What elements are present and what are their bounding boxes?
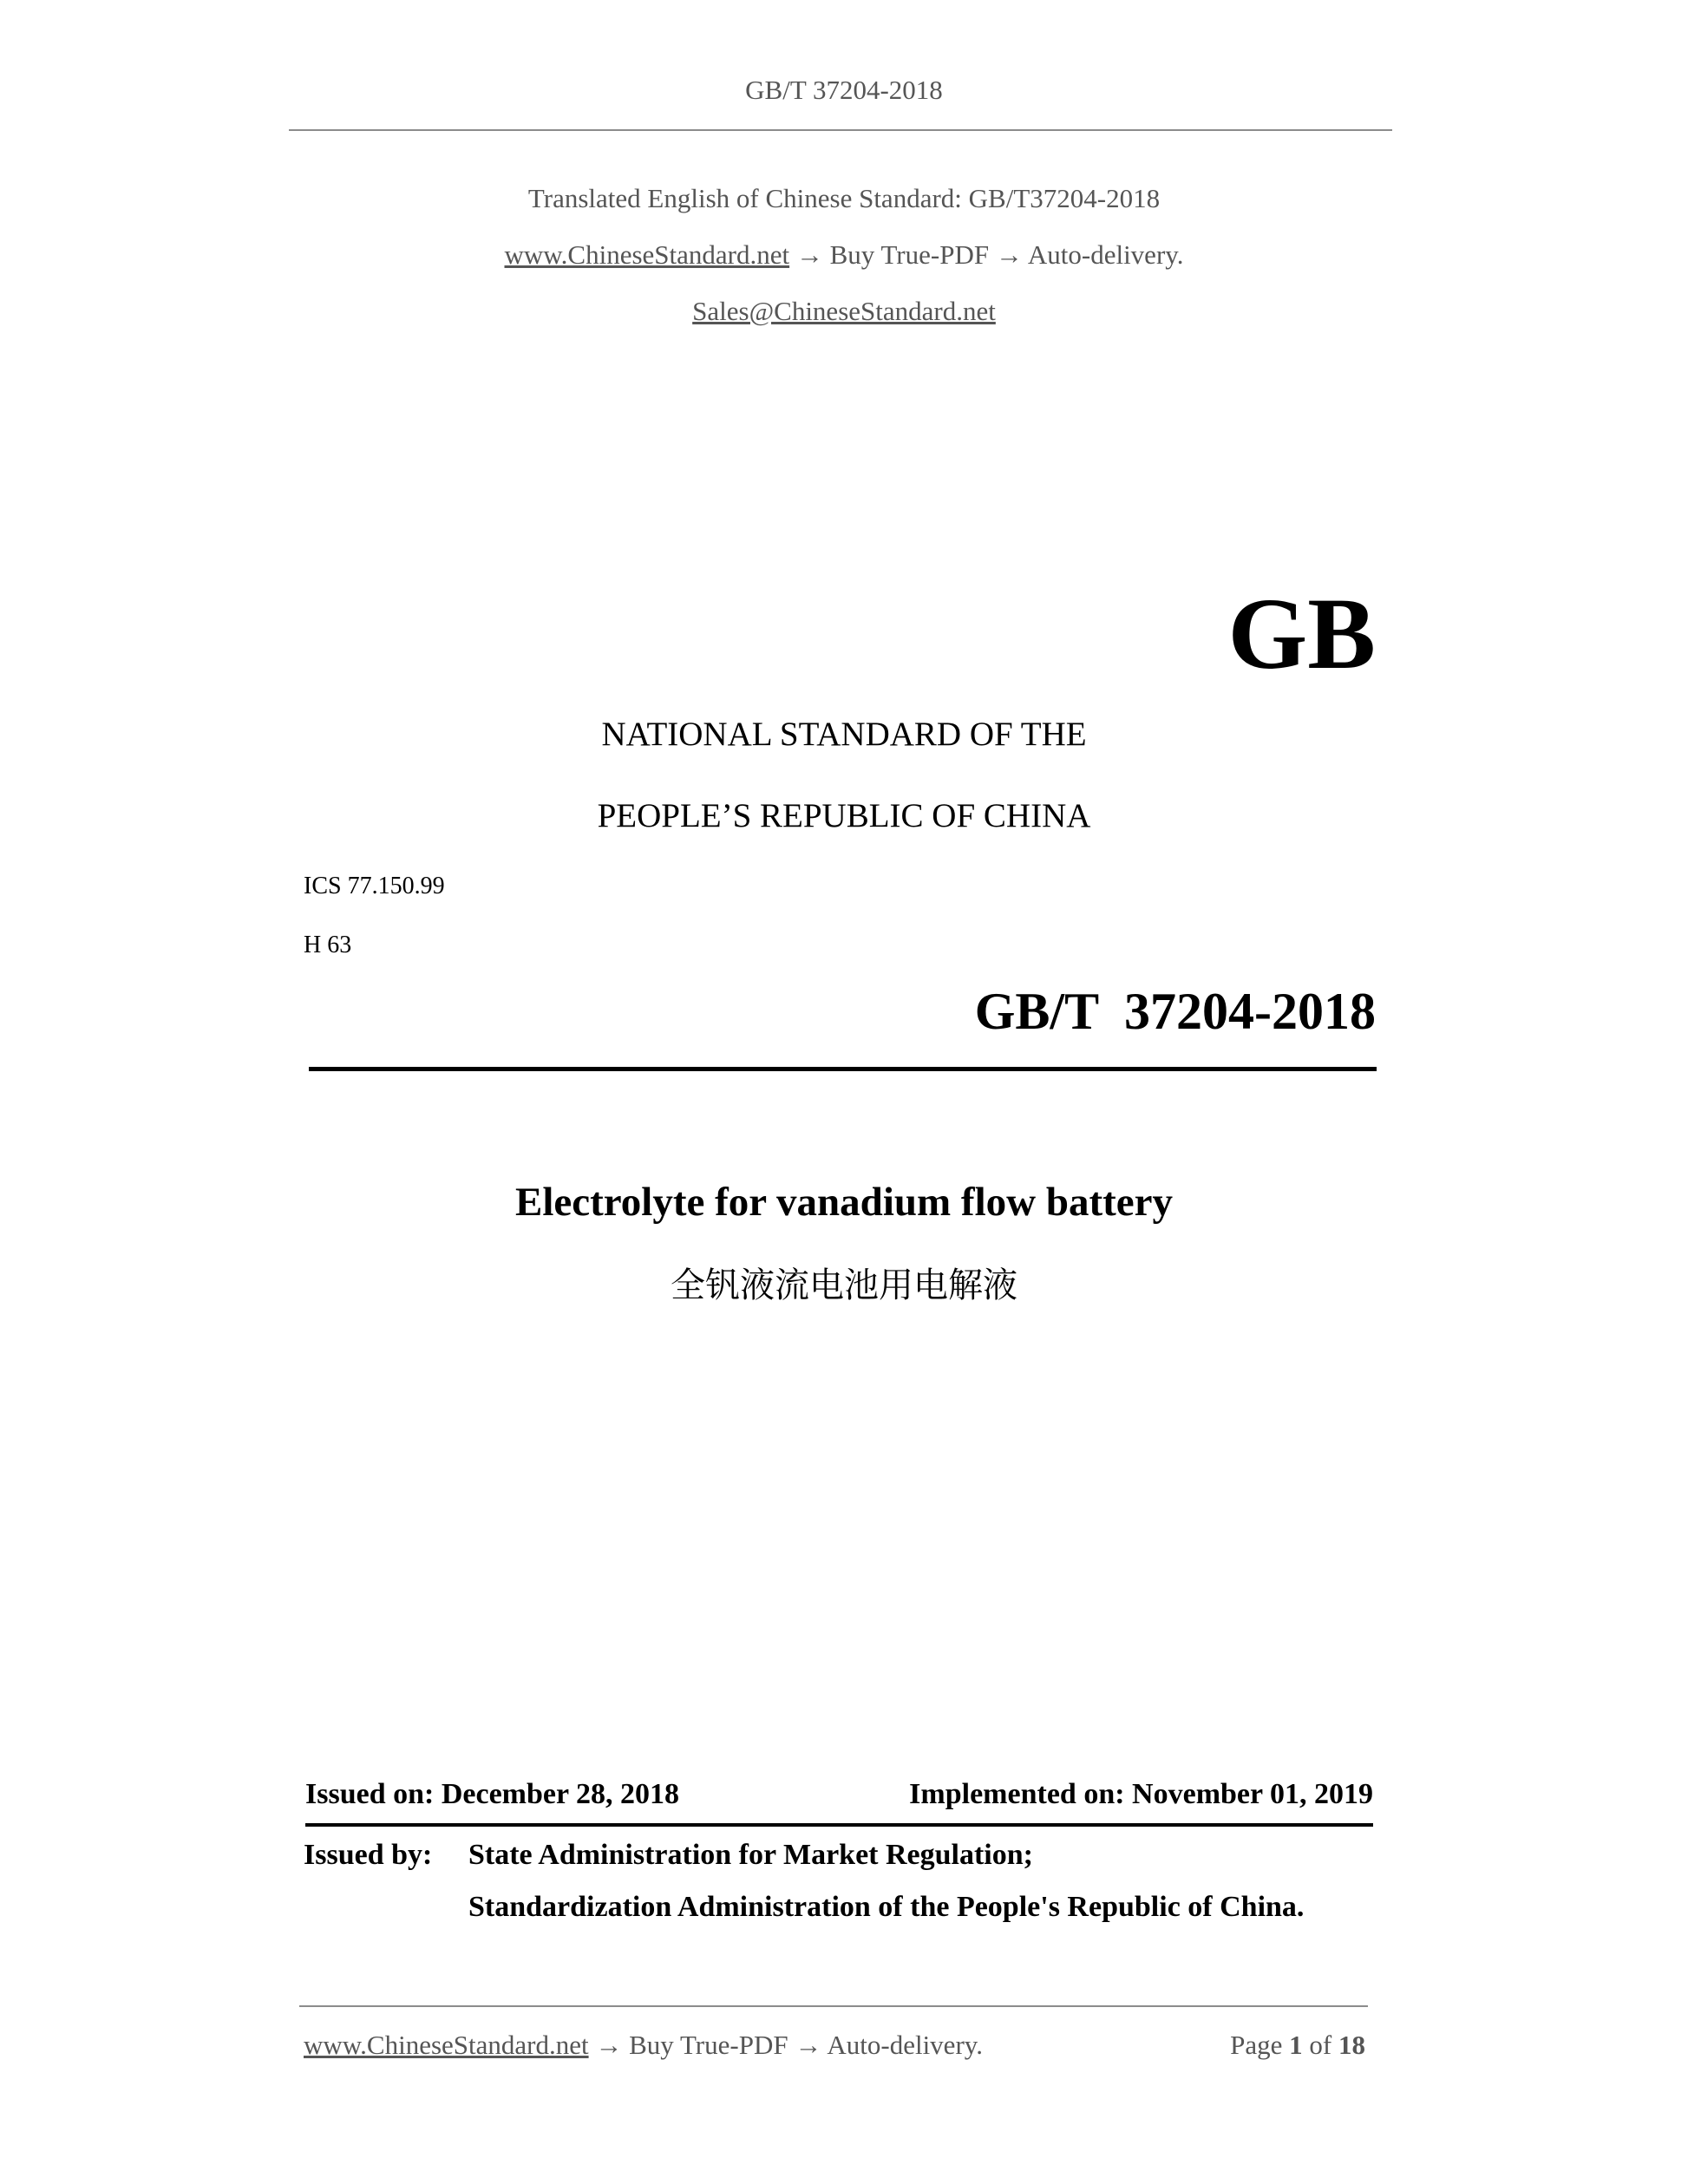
issuer-line2: Standardization Administration of the People's Republic of China. bbox=[468, 1891, 1305, 1923]
footer-site-link[interactable]: www.ChineseStandard.net bbox=[304, 2030, 589, 2060]
issuer-line1: State Administration for Market Regulation; bbox=[468, 1839, 1033, 1871]
page-label: Page bbox=[1230, 2030, 1283, 2060]
implemented-on-date: Implemented on: November 01, 2019 bbox=[909, 1778, 1373, 1810]
national-standard-line1: NATIONAL STANDARD OF THE bbox=[601, 716, 1087, 753]
national-standard-line2: PEOPLE’S REPUBLIC OF CHINA bbox=[597, 797, 1091, 834]
standard-number-rule bbox=[309, 1067, 1377, 1071]
email-line bbox=[0, 296, 1688, 327]
gb-mark: GB bbox=[1227, 577, 1376, 690]
footer-delivery-text: → Buy True-PDF → Auto-delivery. bbox=[588, 2030, 983, 2060]
footer-purchase-notice bbox=[304, 2030, 983, 2061]
translation-notice: Translated English of Chinese Standard: GB/T37204-2018 bbox=[527, 183, 1161, 213]
purchase-notice bbox=[0, 239, 1688, 271]
email-link[interactable]: Sales@ChineseStandard.net bbox=[692, 296, 996, 326]
issue-rule bbox=[305, 1823, 1373, 1827]
page-indicator bbox=[1230, 2030, 1365, 2061]
ics-code: ICS 77.150.99 bbox=[304, 873, 445, 899]
footer-divider bbox=[299, 2005, 1368, 2007]
title-english: Electrolyte for vanadium flow battery bbox=[515, 1180, 1173, 1225]
page-of: of bbox=[1309, 2030, 1332, 2060]
page-current: 1 bbox=[1289, 2030, 1303, 2060]
site-link[interactable]: www.ChineseStandard.net bbox=[504, 239, 790, 270]
standard-number: GB/T 37204-2018 bbox=[974, 983, 1376, 1040]
issued-by-label: Issued by: bbox=[304, 1839, 433, 1871]
delivery-text: → Buy True-PDF → Auto-delivery. bbox=[789, 239, 1184, 270]
header-divider bbox=[289, 129, 1392, 131]
running-header: GB/T 37204-2018 bbox=[745, 75, 943, 105]
title-chinese: 全钒液流电池用电解液 bbox=[671, 1265, 1017, 1305]
page-total: 18 bbox=[1338, 2030, 1365, 2060]
issued-on-date: Issued on: December 28, 2018 bbox=[305, 1778, 679, 1810]
ccs-code: H 63 bbox=[304, 932, 352, 958]
